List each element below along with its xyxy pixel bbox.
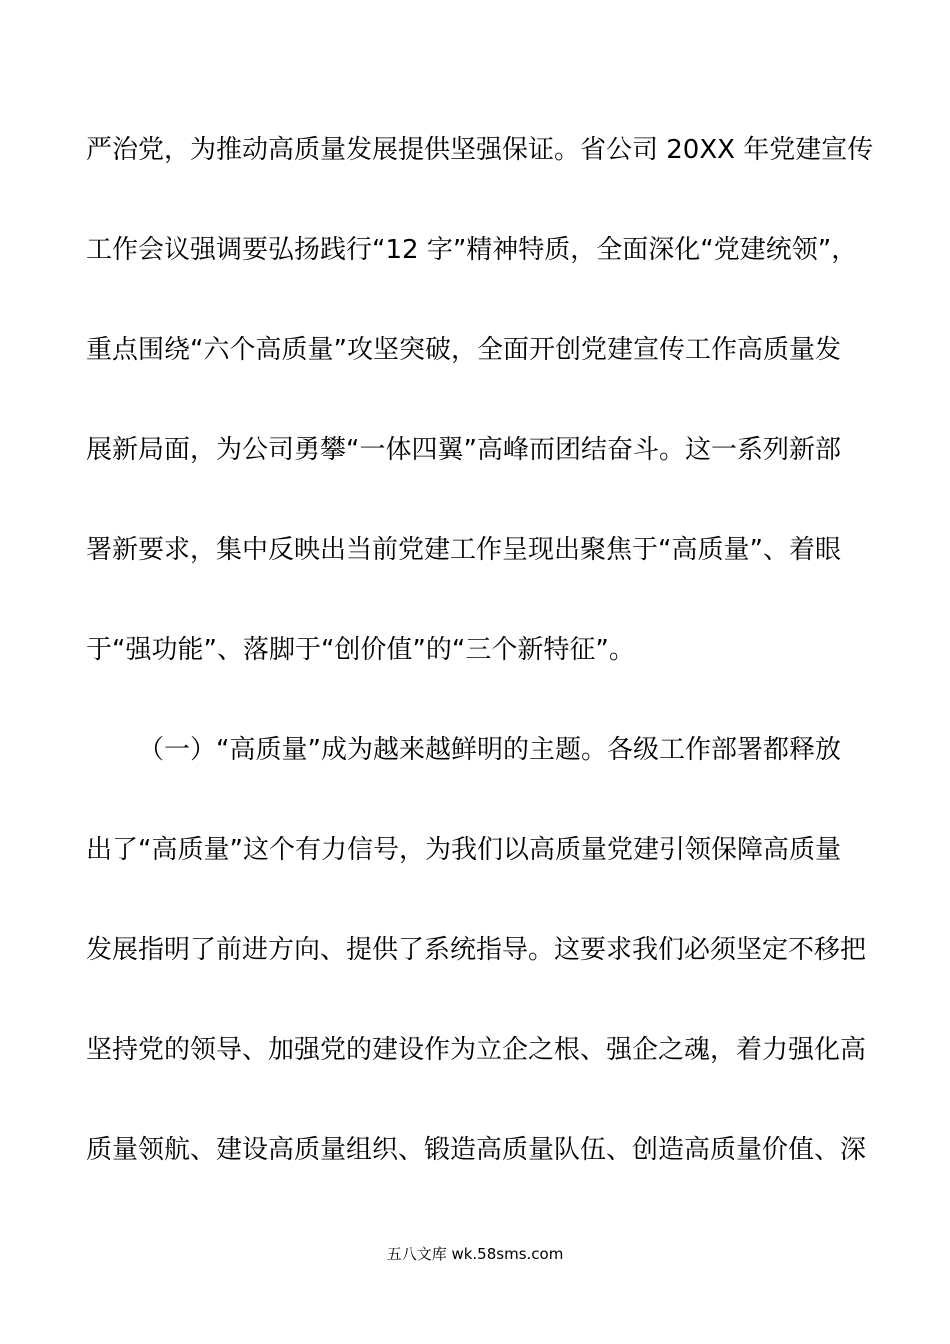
text-line: 严治党，为推动高质量发展提供坚强保证。省公司 20XX 年党建宣传 xyxy=(86,135,874,165)
text-line: 重点围绕“六个高质量”攻坚突破，全面开创党建宣传工作高质量发 xyxy=(86,335,841,365)
page-footer: 五八文库 wk.58sms.com xyxy=(386,1245,564,1263)
text-line: 于“强功能”、落脚于“创价值”的“三个新特征”。 xyxy=(86,635,635,665)
text-line: 发展指明了前进方向、提供了系统指导。这要求我们必须坚定不移把 xyxy=(86,935,867,965)
text-line: 工作会议强调要弘扬践行“12 字”精神特质，全面深化“党建统领”， xyxy=(86,235,858,265)
text-line: 坚持党的领导、加强党的建设作为立企之根、强企之魂，着力强化高 xyxy=(86,1035,867,1065)
document-body xyxy=(86,100,876,1200)
text-line: 署新要求，集中反映出当前党建工作呈现出聚焦于“高质量”、着眼 xyxy=(86,535,841,565)
text-line: 出了“高质量”这个有力信号，为我们以高质量党建引领保障高质量 xyxy=(86,835,841,865)
section-heading-line: （一）“高质量”成为越来越鲜明的主题。各级工作部署都释放 xyxy=(138,735,841,765)
text-line: 质量领航、建设高质量组织、锻造高质量队伍、创造高质量价值、深 xyxy=(86,1135,867,1165)
text-line: 展新局面，为公司勇攀“一体四翼”高峰而团结奋斗。这一系列新部 xyxy=(86,435,841,465)
